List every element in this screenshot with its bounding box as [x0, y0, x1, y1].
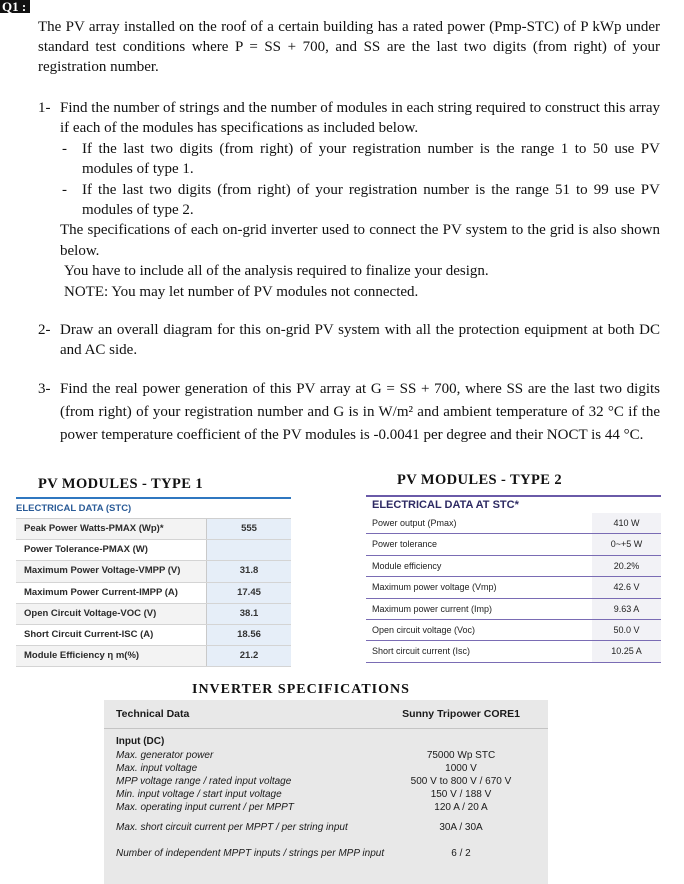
type1-row-label: Peak Power Watts-PMAX (Wp)* — [16, 519, 206, 539]
inverter-row-value: 150 V / 188 V — [430, 789, 492, 800]
type1-row — [16, 604, 291, 625]
analysis-note: You have to include all of the analysis required to finalize your design. — [64, 263, 489, 280]
type2-row-label: Power tolerance — [372, 539, 438, 550]
inverter-row-label: Max. operating input current / per MPPT — [116, 802, 294, 813]
inverter-row-label: MPP voltage range / rated input voltage — [116, 776, 292, 787]
inverter-row — [104, 762, 548, 775]
type2-row-value: 410 W — [592, 513, 661, 533]
inverter-header-row — [104, 700, 548, 729]
item-1 — [38, 98, 660, 302]
inverter-row-value: 75000 Wp STC — [426, 750, 496, 761]
inverter-section-title: Input (DC) — [116, 736, 165, 747]
type1-row-label: Power Tolerance-PMAX (W) — [24, 544, 148, 556]
type1-row-label: Maximum Power Current-IMPP (A) — [24, 586, 178, 598]
type1-row — [16, 646, 291, 667]
type1-row-value — [206, 540, 291, 560]
item-2 — [38, 320, 660, 361]
type1-heading: PV MODULES - TYPE 1 — [38, 476, 203, 492]
item-2-number: 2- — [38, 322, 51, 338]
type2-row-label: Power output (Pmax) — [372, 518, 457, 528]
type2-row — [366, 513, 661, 534]
item-3 — [38, 378, 660, 447]
type1-table-title: ELECTRICAL DATA (STC) — [16, 500, 291, 519]
type1-row — [16, 583, 291, 604]
item-1-main: Find the number of strings and the number of modules in each string required to construct this array if each of the modules has specifications as included below. — [60, 100, 660, 137]
item-1-number: 1- — [38, 100, 51, 116]
type2-row-label: Maximum power current (Imp) — [372, 603, 493, 614]
type1-row-value: 31.8 — [206, 561, 291, 581]
item-3-number: 3- — [38, 381, 51, 397]
type1-row-value: 18.56 — [206, 625, 291, 645]
type1-row-value: 21.2 — [206, 646, 291, 666]
dash-a: - — [62, 140, 67, 157]
type2-row-label: Maximum power voltage (Vmp) — [372, 582, 497, 593]
inverter-row-label: Min. input voltage / start input voltage — [116, 789, 282, 800]
type2-row-value: 9.63 A — [592, 599, 661, 619]
question-label: Q1 : — [0, 0, 30, 13]
inverter-row-value: 30A / 30A — [439, 821, 483, 833]
type2-row-label: Short circuit current (Isc) — [372, 646, 471, 657]
inverter-table — [104, 700, 548, 884]
inverter-row — [104, 775, 548, 788]
inverter-row-label: Max. input voltage — [116, 763, 198, 774]
type2-row-value: 50.0 V — [592, 620, 661, 640]
item-2-text: Draw an overall diagram for this on-grid PV system with all the protection equipment at both DC and AC side. — [60, 322, 660, 359]
type2-row — [366, 599, 661, 620]
inverter-row-label: Number of independent MPPT inputs / strings per MPP input — [116, 847, 385, 859]
type1-row-label: Open Circuit Voltage-VOC (V) — [16, 604, 206, 624]
inverter-row-value: 500 V to 800 V / 670 V — [410, 776, 512, 787]
type1-row-value: 555 — [206, 519, 291, 539]
inverter-row — [104, 801, 548, 814]
type2-row — [366, 620, 661, 641]
inverter-row-value: 1000 V — [445, 763, 477, 774]
inverter-row — [104, 814, 548, 840]
inverter-row-label: Max. generator power — [116, 750, 214, 761]
type1-row-value: 38.1 — [206, 604, 291, 624]
type2-row — [366, 556, 661, 577]
inverter-row-value: 120 A / 20 A — [434, 802, 488, 813]
inverter-col1-header: Technical Data — [116, 708, 190, 720]
type2-table-title: ELECTRICAL DATA AT STC* — [372, 499, 519, 511]
type2-row — [366, 534, 661, 555]
type1-row — [16, 561, 291, 582]
bullet-a-text: If the last two digits (from right) of your registration number is the range 1 to 50 use PV modules of type 1. — [82, 140, 660, 178]
inverter-row — [104, 749, 548, 762]
type2-row — [366, 577, 661, 598]
inverter-col2-header: Sunny Tripower CORE1 — [402, 708, 520, 720]
type2-row-value: 20.2% — [592, 556, 661, 576]
dash-b: - — [62, 181, 67, 198]
type1-row — [16, 540, 291, 561]
type2-row-value: 0~+5 W — [592, 534, 661, 554]
inverter-row-label: Max. short circuit current per MPPT / per string input — [116, 821, 348, 833]
type1-row-label: Short Circuit Current-ISC (A) — [24, 628, 154, 640]
inverter-row-value: 6 / 2 — [451, 847, 471, 859]
item-1-bullet-a — [60, 139, 660, 180]
type1-row — [16, 519, 291, 540]
type1-rule — [16, 497, 291, 499]
note-line: NOTE: You may let number of PV modules not connected. — [64, 283, 419, 300]
item-3-text: Find the real power generation of this PV array at G = SS + 700, where SS are the last two digits (from right) of your registration number and G is in W/m² and ambient temperature of 32 °C if the power temperature coefficient of the PV modules is -0.0041 per degree and their NOCT is 44 °C. — [60, 381, 660, 443]
inverter-heading: INVERTER SPECIFICATIONS — [192, 682, 410, 697]
type2-heading: PV MODULES - TYPE 2 — [397, 472, 562, 488]
bullet-b-text: If the last two digits (from right) of your registration number is the range 51 to 99 use PV modules of type 2. — [82, 181, 660, 219]
inverter-row — [104, 840, 548, 866]
intro-paragraph: The PV array installed on the roof of a certain building has a rated power (Pmp-STC) of P kWp under standard test conditions where P = SS + 700, and SS are the last two digits (from right) of your registration number. — [38, 19, 660, 75]
type2-row-label: Open circuit voltage (Voc) — [372, 624, 476, 635]
type1-row-label: Maximum Power Voltage-VMPP (V) — [16, 561, 206, 581]
inverter-row — [104, 788, 548, 801]
inverter-note: The specifications of each on-grid inverter used to connect the PV system to the grid is also shown below. — [60, 222, 660, 259]
type2-row-value: 42.6 V — [592, 577, 661, 597]
type2-row-label: Module efficiency — [372, 560, 442, 571]
type1-row-label: Module Efficiency η m(%) — [16, 646, 206, 666]
type2-row — [366, 641, 661, 662]
item-1-bullet-b — [60, 180, 660, 221]
type2-table — [366, 495, 661, 663]
type1-table — [16, 500, 291, 667]
type1-row-value: 17.45 — [206, 583, 291, 603]
type2-row-value: 10.25 A — [592, 641, 661, 661]
type1-row — [16, 625, 291, 646]
